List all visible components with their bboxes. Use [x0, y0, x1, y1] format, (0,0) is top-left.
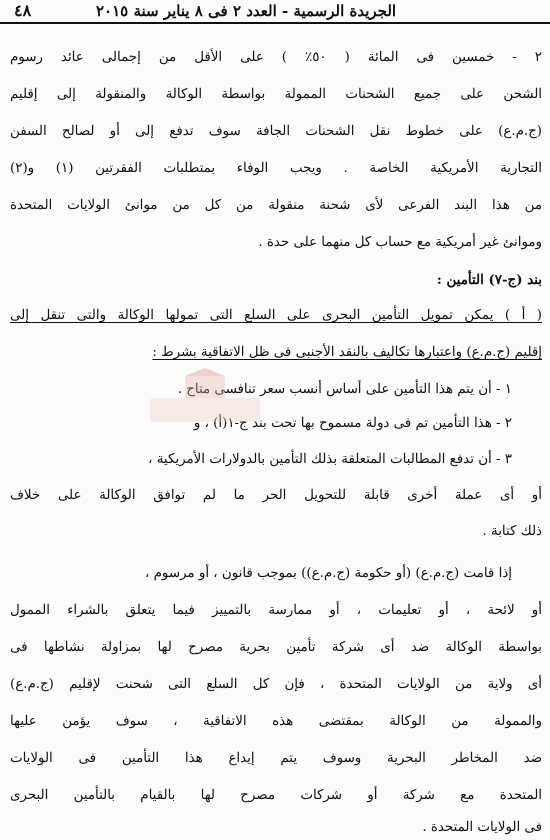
text-line: بواسطة الوكالة ضد أى شركة تأمين بحرية مصرح لها بمزاولة نشاطها فى — [10, 640, 542, 655]
page-header — [0, 0, 550, 24]
page-number: ٤٨ — [14, 1, 32, 20]
text-line: ضد المخاطر البحرية وسوف يتم إيداع هذا التأمين فى الولايات — [10, 751, 542, 766]
list-item: ٣ - أن تدفع المطالبات المتعلقة بذلك التأمين بالدولارات الأمريكية ، — [148, 452, 512, 467]
text-line: أو لائحة ، أو تعليمات ، أو ممارسة بالتمييز فيما يتعلق بالشراء الممول — [10, 603, 542, 618]
list-item: ٢ - هذا التأمين تم فى دولة مسموح بها تحت بند ج-١(أ) ، و — [193, 416, 512, 431]
text-line: التجارية الأمريكية الخاصة . ويجب الوفاء بمتطلبات الفقرتين (١) و(٢) — [10, 161, 543, 176]
text-line: من هذا البند الفرعى لأى شحنة منقولة من كل من موانئ الولايات المتحدة — [10, 198, 542, 213]
text-line: أى ولاية من الولايات المتحدة ، فإن كل السلع التى شحنت لإقليم (ج.م.ع) — [10, 677, 542, 692]
text-line: ٢ - خمسين فى المائة ( ٥٠٪ ) على الأقل من إجمالى عائد رسوم — [10, 50, 542, 65]
text-line: ( أ ) يمكن تمويل التأمين البحرى على السلع التى تمولها الوكالة والتى تنقل إلى — [10, 308, 542, 323]
gazette-title: الجريدة الرسمية - العدد ٢ فى ٨ يناير سنة ٢٠١٥ — [96, 2, 397, 20]
text-line: (ج.م.ع) على خطوط نقل الشحنات الجافة سوف تدفع إلى أو لصالح السفن — [10, 124, 542, 139]
text-line: الشحن على جميع الشحنات الممولة بواسطة الوكالة والمنقولة إلى إقليم — [10, 87, 542, 102]
text-line: إقليم (ج.م.ع) واعتبارها تكاليف بالنقد الأجنبى فى ظل الاتفاقية بشرط : — [152, 345, 542, 360]
list-item: ١ - أن يتم هذا التأمين على أساس أنسب سعر تنافسى متاح . — [177, 382, 512, 397]
text-line: والممولة من الوكالة بمقتضى هذه الاتفاقية ، سوف يؤمن عليها — [10, 714, 542, 729]
text-line: إذا قامت (ج.م.ع) (أو حكومة (ج.م.ع)) بموجب قانون ، أو مرسوم ، — [145, 566, 512, 581]
text-line: المتحدة مع شركة أو شركات مصرح لها بالقيام بالتأمين البحرى — [10, 788, 542, 803]
text-line: وموانئ غير أمريكية مع حساب كل منهما على حدة . — [258, 235, 542, 250]
text-line: فى الولايات المتحدة . — [422, 820, 542, 835]
text-line: أو أى عملة أخرى قابلة للتحويل الحر ما لم توافق الوكالة على خلاف — [10, 488, 542, 503]
section-heading-insurance: بند (ج-٧) التأمين : — [436, 272, 542, 288]
text-line: ذلك كتابة . — [482, 524, 542, 539]
watermark-logo — [145, 368, 265, 428]
